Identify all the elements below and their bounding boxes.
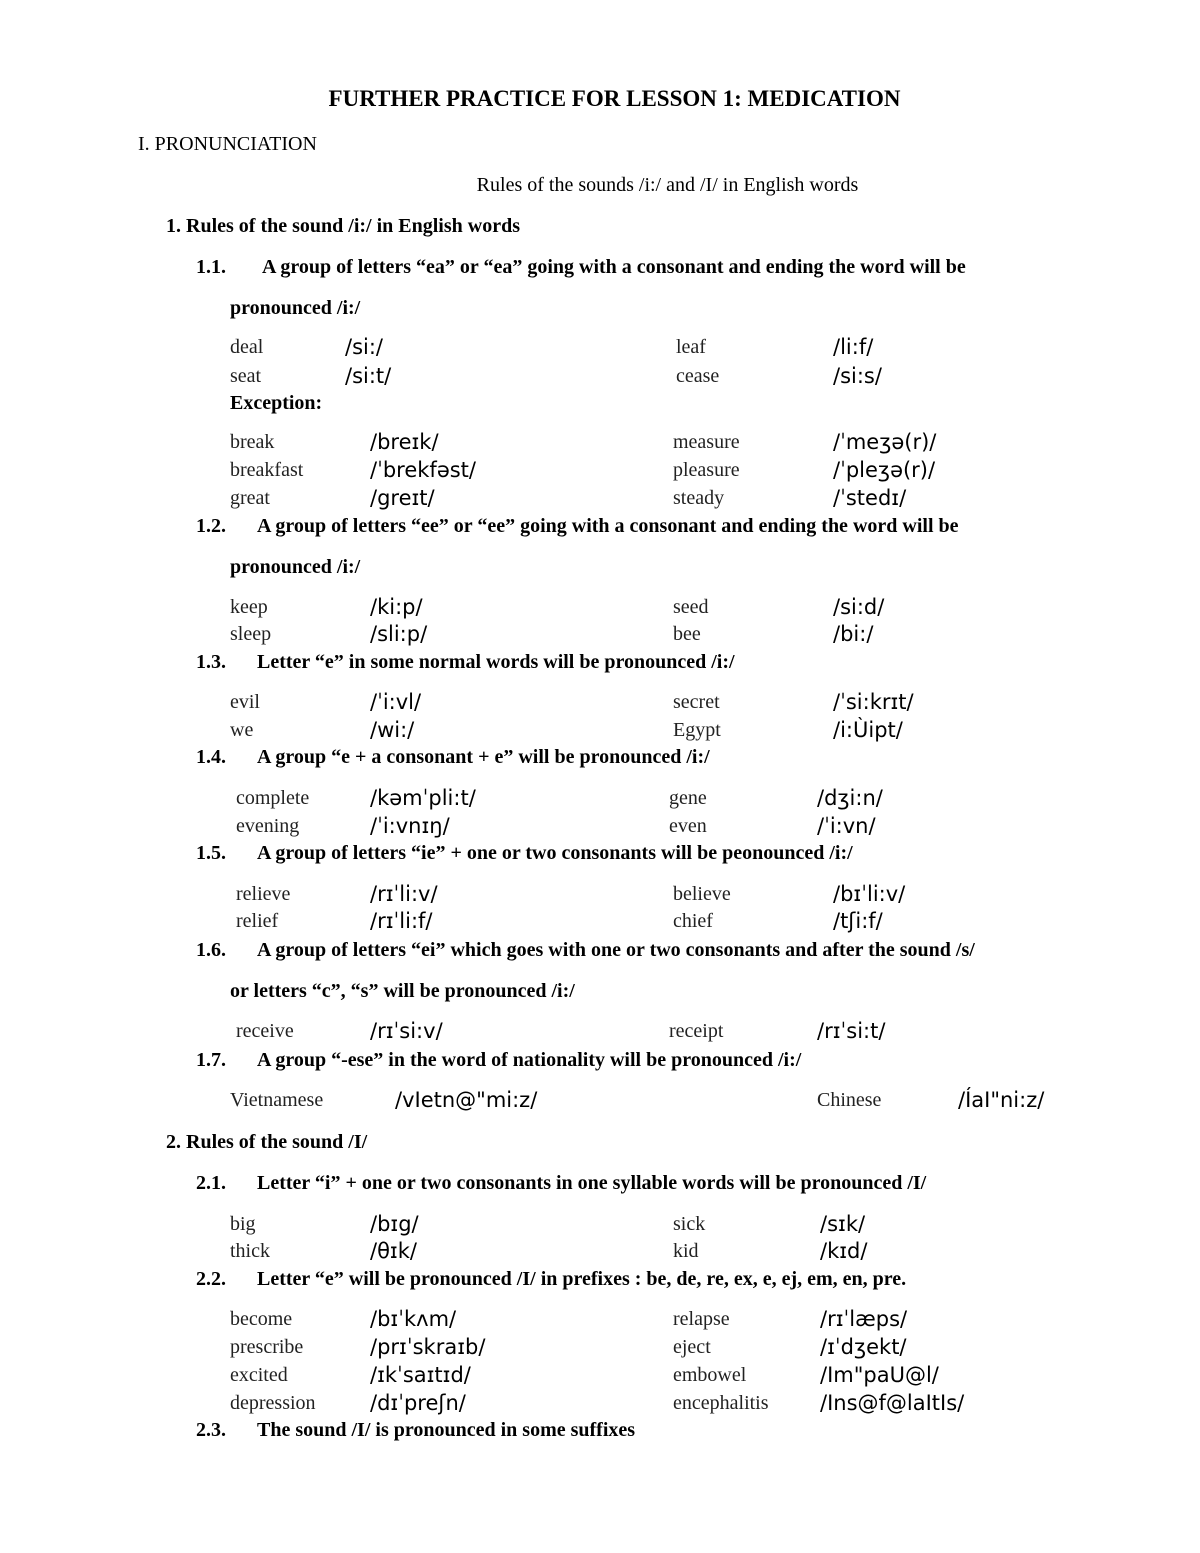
ipa-transcription: /i:Ùipt/ [833,718,903,742]
section-heading-pronunciation: I. PRONUNCIATION [138,133,317,155]
example-word: become [230,1308,293,1330]
ipa-transcription: /rɪˈsi:t/ [817,1019,886,1043]
exception-label: Exception: [230,392,323,414]
subtitle: Rules of the sounds /i:/ and /I/ in English words [476,174,859,196]
ipa-transcription: /li:f/ [833,335,874,359]
rule-number: 2.1. [196,1172,226,1194]
ipa-transcription: /sɪk/ [820,1212,866,1236]
rule-number: 2.3. [196,1419,226,1441]
ipa-transcription: /si:/ [345,335,384,359]
example-word: Egypt [673,719,721,741]
ipa-transcription: /wi:/ [370,718,415,742]
rule-text: A group “-ese” in the word of nationality will be pronounced /i:/ [257,1049,802,1071]
rule-text: A group of letters “ea” or “ea” going with a consonant and ending the word will be [262,256,966,278]
ipa-transcription: /rɪˈli:f/ [370,909,433,933]
example-word: relieve [236,883,291,905]
rule-number: 1.6. [196,939,226,961]
example-word: evening [236,815,300,837]
example-word: thick [230,1240,270,1262]
example-word: relief [236,910,279,932]
ipa-transcription: /kəmˈpli:t/ [370,786,476,810]
ipa-transcription: /ˈstedɪ/ [833,486,907,510]
ipa-transcription: /vIetn@"mi:z/ [395,1088,538,1112]
ipa-transcription: /bɪˈkʌm/ [370,1307,457,1331]
example-word: cease [676,365,720,387]
example-word: leaf [676,336,706,358]
ipa-transcription: /kɪd/ [820,1239,868,1263]
ipa-transcription: /ˈi:vl/ [370,690,422,714]
ipa-transcription: /si:s/ [833,364,882,388]
example-word: eject [673,1336,711,1358]
ipa-transcription: /sli:p/ [370,622,428,646]
example-word: believe [673,883,731,905]
example-word: seat [230,365,262,387]
rule-number: 1.4. [196,746,226,768]
example-word: encephalitis [673,1392,769,1414]
rule-text-continued: pronounced /i:/ [230,556,361,578]
example-word: steady [673,487,725,509]
example-word: bee [673,623,701,645]
ipa-transcription: /ki:p/ [370,595,423,619]
ipa-transcription: /ˈsi:krɪt/ [833,690,914,714]
example-word: sick [673,1213,706,1235]
ipa-transcription: /dɪˈpreʃn/ [370,1391,466,1415]
rule-number: 1.2. [196,515,226,537]
ipa-transcription: /si:d/ [833,595,885,619]
example-word: Chinese [817,1089,882,1111]
part1-heading: 1. Rules of the sound /i:/ in English words [166,215,520,237]
example-word: gene [669,787,707,809]
example-word: relapse [673,1308,730,1330]
example-word: even [669,815,707,837]
example-word: break [230,431,275,453]
example-word: prescribe [230,1336,304,1358]
rule-text: A group “e + a consonant + e” will be pronounced /i:/ [257,746,710,768]
ipa-transcription: /tʃi:f/ [833,909,883,933]
ipa-transcription: /Ins@f@laItIs/ [820,1391,965,1415]
example-word: measure [673,431,740,453]
ipa-transcription: /ˈi:vn/ [817,814,876,838]
ipa-transcription: /ÍaI"ni:z/ [958,1088,1045,1112]
ipa-transcription: /ˈmeʒə(r)/ [833,430,937,454]
example-word: Vietnamese [230,1089,324,1111]
example-word: big [230,1213,256,1235]
rule-text: Letter “e” in some normal words will be pronounced /i:/ [257,651,735,673]
example-word: breakfast [230,459,304,481]
rule-text: The sound /I/ is pronounced in some suffixes [257,1419,636,1441]
rule-text: A group of letters “ee” or “ee” going with a consonant and ending the word will be [257,515,959,537]
part2-heading: 2. Rules of the sound /I/ [166,1131,368,1153]
rule-number: 1.7. [196,1049,226,1071]
rule-number: 2.2. [196,1268,226,1290]
example-word: deal [230,336,264,358]
example-word: secret [673,691,720,713]
example-word: seed [673,596,709,618]
ipa-transcription: /rɪˈsi:v/ [370,1019,443,1043]
ipa-transcription: /bi:/ [833,622,874,646]
ipa-transcription: /ˈi:vnɪŋ/ [370,814,450,838]
ipa-transcription: /bɪˈli:v/ [833,882,906,906]
rule-number: 1.3. [196,651,226,673]
ipa-transcription: /ˈbrekfəst/ [370,458,476,482]
rule-text: Letter “i” + one or two consonants in one syllable words will be pronounced /I/ [257,1172,927,1194]
example-word: complete [236,787,310,809]
rule-number: 1.5. [196,842,226,864]
rule-number: 1.1. [196,256,226,278]
ipa-transcription: /ˈpleʒə(r)/ [833,458,936,482]
example-word: sleep [230,623,272,645]
ipa-transcription: /greɪt/ [370,486,435,510]
ipa-transcription: /rɪˈlæps/ [820,1307,908,1331]
ipa-transcription: /prɪˈskraɪb/ [370,1335,486,1359]
example-word: chief [673,910,713,932]
example-word: keep [230,596,268,618]
rule-text: Letter “e” will be pronounced /I/ in prefixes : be, de, re, ex, e, ej, em, en, pre. [257,1268,907,1290]
rule-text-continued: or letters “c”, “s” will be pronounced /i:/ [230,980,575,1002]
page-title: FURTHER PRACTICE FOR LESSON 1: MEDICATION [328,86,901,111]
example-word: we [230,719,254,741]
ipa-transcription: /si:t/ [345,364,392,388]
ipa-transcription: /θɪk/ [370,1239,417,1263]
ipa-transcription: /dʒi:n/ [817,786,883,810]
example-word: excited [230,1364,288,1386]
example-word: evil [230,691,260,713]
example-word: receive [236,1020,294,1042]
example-word: depression [230,1392,316,1414]
ipa-transcription: /Im"paU@l/ [820,1363,939,1387]
ipa-transcription: /ɪˈdʒekt/ [820,1335,907,1359]
example-word: pleasure [673,459,740,481]
example-word: receipt [669,1020,724,1042]
ipa-transcription: /ɪkˈsaɪtɪd/ [370,1363,471,1387]
rule-text: A group of letters “ie” + one or two consonants will be peonounced /i:/ [257,842,853,864]
example-word: embowel [673,1364,747,1386]
rule-text: A group of letters “ei” which goes with one or two consonants and after the sound /s/ [257,939,975,961]
ipa-transcription: /breɪk/ [370,430,439,454]
example-word: kid [673,1240,699,1262]
example-word: great [230,487,270,509]
ipa-transcription: /bɪg/ [370,1212,419,1236]
rule-text-continued: pronounced /i:/ [230,297,361,319]
ipa-transcription: /rɪˈli:v/ [370,882,438,906]
